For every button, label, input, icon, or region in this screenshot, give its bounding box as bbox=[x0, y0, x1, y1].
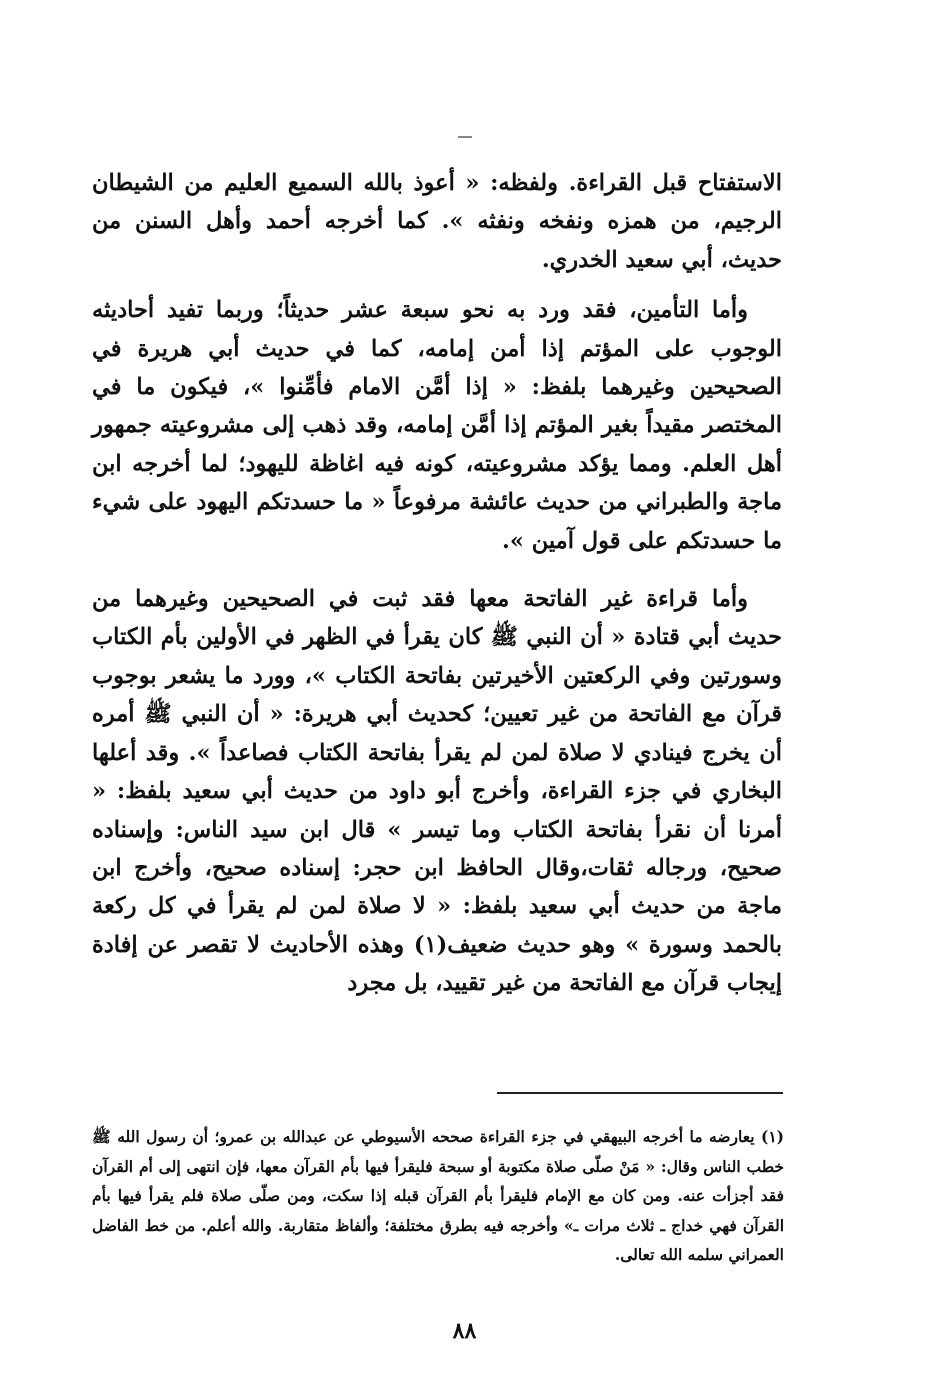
paragraph-2: وأما التأمين، فقد ورد به نحو سبعة عشر حديثاً؛ وربما تفيد أحاديثه الوجوب على المؤتم إذا أمن إمامه، كما في حديث أبي هريرة في الصحيحين وغيرهما بلفظ: « إذا أمَّن الامام فأمِّنوا »، فيكون ما في المختصر مقيداً بغير المؤتم إذا أمَّن إمامه، وقد ذهب إلى مشروعيته جمهور أهل العلم. ومما يؤكد مشروعيته، كونه فيه اغاظة لليهود؛ لما أخرجه ابن ماجة والطبراني من حديث عائشة مرفوعاً « ما حسدتكم اليهود على شيء ما حسدتكم على قول آمين ». bbox=[92, 297, 782, 554]
paragraph-3: وأما قراءة غير الفاتحة معها فقد ثبت في الصحيحين وغيرهما من حديث أبي قتادة « أن النبي ﷺ كان يقرأ في الظهر في الأولين بأم الكتاب وسورتين وفي الركعتين الأخيرتين بفاتحة الكتاب »، وورد ما يشعر بوجوب قرآن مع الفاتحة من غير تعيين؛ كحديث أبي هريرة: « أن النبي ﷺ أمره أن يخرج فينادي لا صلاة لمن لم يقرأ بفاتحة الكتاب فصاعداً ». وقد أعلها البخاري في جزء القراءة، وأخرج أبو داود من حديث أبي سعيد بلفظ: « أمرنا أن نقرأ بفاتحة الكتاب وما تيسر » قال ابن سيد الناس: وإسناده صحيح، ورجاله ثقات،وقال الحافظ ابن حجر: إسناده صحيح، وأخرج ابن ماجة من حديث أبي سعيد بلفظ: « لا صلاة لمن لم يقرأ في كل ركعة بالحمد وسورة » وهو حديث ضعيف(١) وهذه الأحاديث لا تقصر عن إفادة إيجاب قرآن مع الفاتحة من غير تقييد، بل مجرد bbox=[92, 586, 783, 997]
top-mark bbox=[458, 136, 472, 138]
footnote-separator bbox=[497, 1092, 783, 1094]
page-number: ٨٨ bbox=[452, 1318, 477, 1344]
paragraph-1: الاستفتاح قبل القراءة. ولفظه: « أعوذ بالله السميع العليم من الشيطان الرجيم، من همزه ونفخه ونفثه ». كما أخرجه أحمد وأهل السنن من حديث، أبي سعيد الخدري. bbox=[92, 170, 782, 273]
footnote: (١) يعارضه ما أخرجه البيهقي في جزء القراءة صححه الأسيوطي عن عبدالله بن عمرو؛ أن رسول الله ﷺ خطب الناس وقال: « مَنْ صلّى صلاة مكتوبة أو سبحة فليقرأ فيها بأم القرآن معها، فإن انتهى إلى أم القرآن فقد أجزأت عنه. ومن كان مع الإمام فليقرأ بأم القرآن قبله إذا سكت، ومن صلّى صلاة فلم يقرأ فيها بأم القرآن فهي خداج ـ ثلاث مرات ـ» وأخرجه فيه بطرق مختلفة؛ وألفاظ متقاربة. والله أعلم. من خط الفاضل العمراني سلمه الله تعالى. bbox=[92, 1127, 784, 1265]
main-text bbox=[92, 164, 782, 1003]
